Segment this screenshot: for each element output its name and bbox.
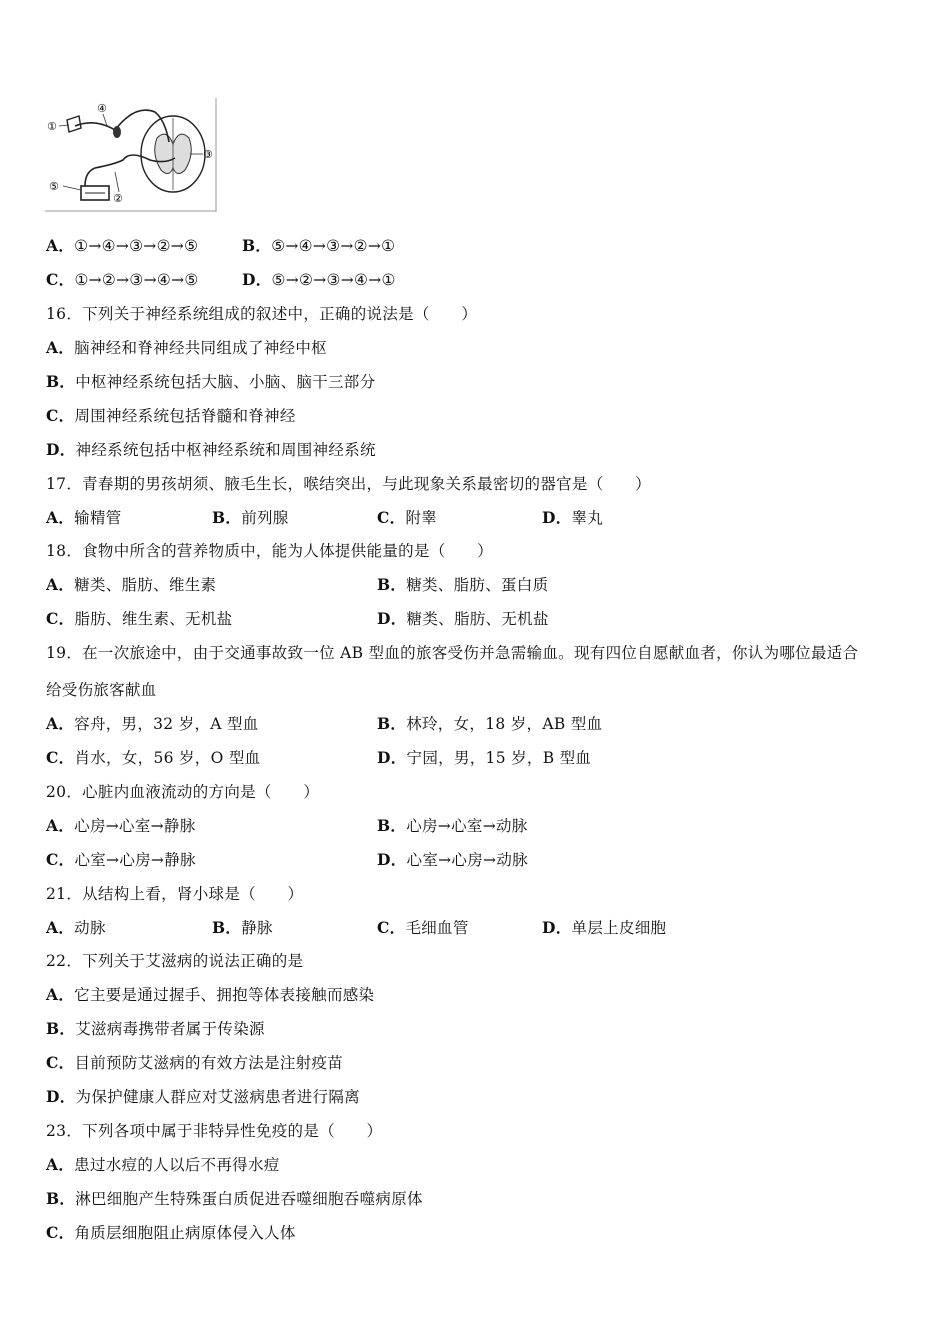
q22-option-b[interactable]: B．艾滋病毒携带者属于传染源 [46,1019,265,1038]
q17-option-a[interactable]: A．输精管 [46,508,122,527]
q15-option-c[interactable]: C．①→②→③→④→⑤ [46,270,199,289]
q16-stem: 16．下列关于神经系统组成的叙述中，正确的说法是（ ） [46,305,478,323]
q22-option-d[interactable]: D．为保护健康人群应对艾滋病患者进行隔离 [46,1087,360,1106]
q20-stem: 20．心脏内血液流动的方向是（ ） [46,783,320,801]
q21-stem: 21．从结构上看，肾小球是（ ） [46,885,304,903]
q15-option-d[interactable]: D．⑤→②→③→④→① [242,270,396,289]
q17-option-c[interactable]: C．附睾 [377,508,438,527]
q16-option-b[interactable]: B．中枢神经系统包括大脑、小脑、脑干三部分 [46,372,376,391]
q19-option-b[interactable]: B．林玲，女，18 岁，AB 型血 [377,714,603,733]
q21-option-c[interactable]: C．毛细血管 [377,918,469,937]
q15-option-a[interactable]: A．①→④→③→②→⑤ [46,236,199,255]
q16-option-a[interactable]: A．脑神经和脊神经共同组成了神经中枢 [46,338,327,357]
q18-option-a[interactable]: A．糖类、脂肪、维生素 [46,575,217,594]
q21-option-b[interactable]: B．静脉 [212,918,273,937]
q17-option-d[interactable]: D．睾丸 [542,508,604,527]
q17-option-b[interactable]: B．前列腺 [212,508,289,527]
figure-label-1: ① [47,120,57,133]
q23-option-c[interactable]: C．角质层细胞阻止病原体侵入人体 [46,1223,296,1242]
figure-label-5: ⑤ [49,180,59,193]
q20-option-d[interactable]: D．心室→心房→动脉 [377,850,528,869]
q20-option-a[interactable]: A．心房→心室→静脉 [46,816,196,835]
q23-stem: 23．下列各项中属于非特异性免疫的是（ ） [46,1122,383,1140]
q18-stem: 18．食物中所含的营养物质中，能为人体提供能量的是（ ） [46,542,493,560]
q16-option-c[interactable]: C．周围神经系统包括脊髓和脊神经 [46,406,296,425]
q22-stem: 22．下列关于艾滋病的说法正确的是 [46,952,304,970]
figure-label-4: ④ [97,102,107,115]
q23-option-a[interactable]: A．患过水痘的人以后不再得水痘 [46,1155,280,1174]
figure-label-3: ③ [203,148,213,161]
q19-option-a[interactable]: A．容舟，男，32 岁，A 型血 [46,714,259,733]
q23-option-b[interactable]: B．淋巴细胞产生特殊蛋白质促进吞噬细胞吞噬病原体 [46,1189,423,1208]
q15-option-b[interactable]: B．⑤→④→③→②→① [242,236,396,255]
q20-option-b[interactable]: B．心房→心室→动脉 [377,816,528,835]
q18-option-c[interactable]: C．脂肪、维生素、无机盐 [46,609,233,628]
reflex-arc-figure [45,98,217,212]
q16-option-d[interactable]: D．神经系统包括中枢神经系统和周围神经系统 [46,440,376,459]
q19-stem-line-2: 给受伤旅客献血 [46,681,157,699]
figure-label-2: ② [113,192,123,205]
q20-option-c[interactable]: C．心室→心房→静脉 [46,850,196,869]
q17-stem: 17．青春期的男孩胡须、腋毛生长，喉结突出，与此现象关系最密切的器官是（ ） [46,475,651,493]
q22-option-c[interactable]: C．目前预防艾滋病的有效方法是注射疫苗 [46,1053,344,1072]
q19-option-c[interactable]: C．肖水，女，56 岁，O 型血 [46,748,261,767]
q19-option-d[interactable]: D．宁园，男，15 岁，B 型血 [377,748,592,767]
q19-stem-line-1: 19．在一次旅途中，由于交通事故致一位 AB 型血的旅客受伤并急需输血。现有四位自愿献血者，你认为哪位最适合 [46,644,859,662]
q21-option-d[interactable]: D．单层上皮细胞 [542,918,667,937]
q22-option-a[interactable]: A．它主要是通过握手、拥抱等体表接触而感染 [46,985,375,1004]
q18-option-b[interactable]: B．糖类、脂肪、蛋白质 [377,575,549,594]
q18-option-d[interactable]: D．糖类、脂肪、无机盐 [377,609,549,628]
q21-option-a[interactable]: A．动脉 [46,918,106,937]
